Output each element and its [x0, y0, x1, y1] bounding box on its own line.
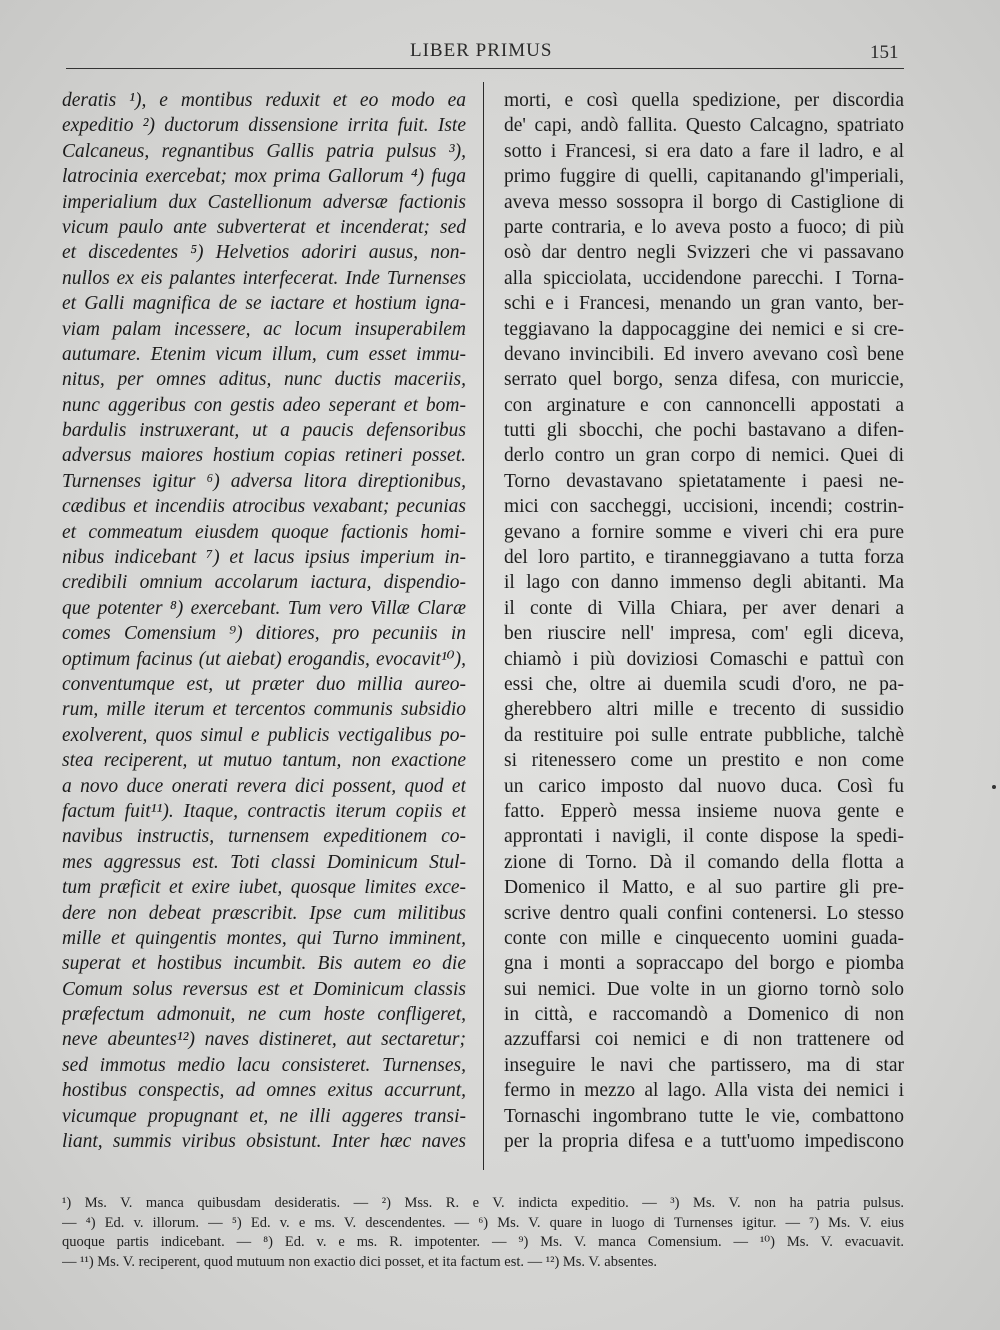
italian-text-line: teggiavano la dappocaggine dei nemici e si cre-: [504, 318, 904, 340]
italian-text-line: Tornaschi ingombrano tutte le vie, combattono: [504, 1105, 904, 1127]
italian-text-line: mici con saccheggi, uccisioni, incendi; costrin-: [504, 496, 904, 518]
italian-text-line: si ritenessero come un prestito e non come: [504, 750, 904, 772]
latin-text-line: optimum facinus (ut aiebat) erogandis, evocavit¹⁰),: [62, 648, 466, 670]
italian-text-line: per la propria difesa e a tutt'uomo impediscono: [504, 1131, 904, 1153]
italian-text-line: Torno devastavano spietatamente i paesi ne-: [504, 470, 904, 492]
latin-text-line: que potenter ⁸) exercebant. Tum vero Villæ Claræ: [62, 597, 466, 619]
italian-text-line: inseguire le navi che partissero, ma di star: [504, 1054, 904, 1076]
italian-text-line: parte contraria, e lo aveva posto a fuoco; di più: [504, 216, 904, 238]
latin-text-line: superat et hostibus incumbit. Bis autem eo die: [62, 953, 466, 975]
italian-text-line: sui nemici. Due volte in un giorno tornò solo: [504, 978, 904, 1000]
latin-text-line: et commeatum eiusdem quoque factionis homi-: [62, 521, 466, 543]
italian-text-line: chiamò i più doviziosi Comaschi e pattuì con: [504, 648, 904, 670]
italian-text-line: zione di Torno. Dà il comando della flotta a: [504, 851, 904, 873]
latin-text-line: stea reciperent, ut mutuo tantum, non exactione: [62, 750, 466, 772]
italian-text-line: sotto i Francesi, si era dato a fare il ladro, e al: [504, 140, 904, 162]
footnote-line: — ⁴) Ed. v. illorum. — ⁵) Ed. v. e ms. V. descendentes. — ⁶) Ms. V. quare in luogo di Turnenses igitur. — ⁷) Ms. V. eius: [62, 1214, 904, 1231]
latin-text-line: Turnenses igitur ⁶) adversa litora direptionibus,: [62, 470, 466, 492]
latin-text-line: nitus, per omnes aditus, nunc ductis maceriis,: [62, 369, 466, 391]
latin-text-line: vicum paulo ante subverterat et incenderat; sed: [62, 216, 466, 238]
ink-speck: [992, 785, 996, 789]
latin-text-line: sed immotus medio lacu consisteret. Turnenses,: [62, 1054, 466, 1076]
footnote-line: — ¹¹) Ms. V. reciperent, quod mutuum non exactio dici posset, et ita factum est. — ¹²) Ms. V. absentes.: [62, 1253, 658, 1270]
footnote-line: quoque partis indicebant. — ⁸) Ed. v. e ms. R. impotenter. — ⁹) Ms. V. manca Comensium. — ¹⁰) Ms. V. evacuavit.: [62, 1234, 904, 1250]
italian-text-line: tutti gli sbocchi, che pochi bastavano a difen-: [504, 420, 904, 442]
italian-text-line: azzuffarsi coi nemici e di non trattenere od: [504, 1029, 904, 1051]
italian-text-line: ben riuscire nell' impresa, com' egli diceva,: [504, 623, 904, 645]
running-title: LIBER PRIMUS: [410, 40, 553, 61]
latin-text-line: mes aggressus est. Toti classi Dominicum Stul-: [62, 851, 466, 873]
header-rule: [66, 68, 904, 69]
latin-text-line: rum, mille iterum et tercentos communis subsidio: [62, 699, 466, 721]
italian-text-line: il lago con danno immenso degli abitanti. Ma: [504, 572, 904, 594]
italian-text-line: gherebbero altri mille e trecento di sussidio: [504, 699, 904, 721]
italian-text-line: il conte di Villa Chiara, per aver denari a: [504, 597, 904, 619]
latin-text-line: Comum solus reversus est et Dominicum classis: [62, 978, 466, 1000]
italian-text-line: fermo in mezzo al lago. Alla vista dei nemici i: [504, 1080, 904, 1102]
running-head: [0, 38, 1000, 68]
italian-text-line: alla spicciolata, uccidendone parecchi. I Torna-: [504, 267, 904, 289]
latin-text-line: autumare. Etenim vicum illum, cum esset immu-: [62, 343, 466, 365]
latin-text-line: a novo duce onerati revera dici possent, quod et: [62, 775, 466, 797]
column-divider: [483, 82, 484, 1170]
italian-text-column: [504, 88, 904, 1154]
latin-text-line: et discedentes ⁵) Helvetios adoriri ausus, non-: [62, 242, 466, 264]
latin-text-line: Calcaneus, regnantibus Gallis patria pulsus ³),: [62, 140, 466, 162]
latin-text-line: nullos ex eis palantes interfecerat. Inde Turnenses: [62, 267, 466, 289]
italian-text-line: un carico imposto dal nuovo duca. Così fu: [504, 775, 904, 797]
latin-text-line: nunc aggeribus con gestis adeo seperant et bom-: [62, 394, 466, 416]
italian-text-line: derlo contro un gran corpo di nemici. Quei di: [504, 445, 904, 467]
italian-text-line: fatto. Epperò messa insieme nuova gente e: [504, 800, 904, 822]
italian-text-line: osò dar dentro negli Svizzeri che vi passavano: [504, 242, 904, 264]
italian-text-line: Domenico il Matto, e al suo partire gli pre-: [504, 877, 904, 899]
latin-text-column: [62, 88, 466, 1154]
latin-text-line: bardulis instruxerant, ut a paucis defensoribus: [62, 420, 466, 442]
italian-text-line: in città, e raccomandò a Domenico di non: [504, 1004, 904, 1026]
latin-text-line: hostibus conspectis, ad omnes exitus accurrunt,: [62, 1080, 466, 1102]
italian-text-line: conte con mille e cinquecento uomini guada-: [504, 927, 904, 949]
italian-text-line: de' capi, andò fallita. Questo Calcagno, spatriato: [504, 115, 904, 137]
latin-text-line: deratis ¹), e montibus reduxit et eo modo ea: [62, 90, 466, 111]
latin-text-line: adversus maiores hostium copias retineri posset.: [62, 445, 466, 467]
italian-text-line: con arginature e con cannoncelli appostati a: [504, 394, 904, 416]
latin-text-line: credibili omnium accolarum iactura, dispendio-: [62, 572, 466, 594]
latin-text-line: cædibus et incendiis atrocibus vexabant; pecunias: [62, 496, 466, 518]
page-number: 151: [870, 42, 899, 63]
footnote-line: ¹) Ms. V. manca quibusdam desideratis. — ²) Mss. R. e V. indicta expeditio. — ³) Ms. V. non ha patria pulsus.: [62, 1195, 904, 1211]
latin-text-line: et Galli magnifica de se iactare et hostium igna-: [62, 293, 466, 315]
italian-text-line: scrive dentro quali confini contenersi. Lo stesso: [504, 902, 904, 924]
italian-text-line: essi che, oltre ai duemila scudi d'oro, ne pa-: [504, 673, 904, 695]
footnotes: [62, 1194, 904, 1272]
latin-text-line: vicumque propugnant et, ne illi aggeres transi-: [62, 1105, 466, 1127]
latin-text-line: latrocinia exercebat; mox prima Gallorum ⁴) fuga: [62, 166, 466, 188]
italian-text-line: del loro partito, e tiranneggiavano a tutta forza: [504, 547, 904, 569]
italian-text-line: gevano a fornire somme e viveri chi era pure: [504, 521, 904, 543]
italian-text-line: serrato quel borgo, senza difesa, con muriccie,: [504, 369, 904, 391]
latin-text-line: mille et quingentis montes, qui Turno imminent,: [62, 927, 466, 949]
latin-text-line: factum fuit¹¹). Itaque, contractis iterum copiis et: [62, 800, 466, 822]
latin-text-line: liant, summis viribus obsistunt. Inter hæc naves: [62, 1131, 466, 1153]
latin-text-line: tum præficit et exire iubet, quosque limites exce-: [62, 877, 466, 899]
latin-text-line: exolverent, quos simul e publicis vectigalibus po-: [62, 724, 466, 746]
italian-text-line: approntati i navigli, il conte dispose la spedi-: [504, 826, 904, 848]
latin-text-line: nibus indicebant ⁷) et lacus ipsius imperium in-: [62, 547, 466, 569]
italian-text-line: primo fuggire di quelli, capitanando gl'imperiali,: [504, 166, 904, 188]
latin-text-line: comes Comensium ⁹) ditiores, pro pecuniis in: [62, 623, 466, 645]
latin-text-line: viam palam incessere, ac locum insuperabilem: [62, 318, 466, 340]
italian-text-line: morti, e così quella spedizione, per discordia: [504, 90, 904, 111]
latin-text-line: navibus instructis, turnensem expeditionem co-: [62, 826, 466, 848]
latin-text-line: imperialium dux Castellionum adversæ factionis: [62, 191, 466, 213]
latin-text-line: dere non debeat præscribit. Ipse cum militibus: [62, 902, 466, 924]
italian-text-line: aveva messo sossopra il borgo di Castiglione di: [504, 191, 904, 213]
italian-text-line: devano invincibili. Ed invero avevano così bene: [504, 343, 904, 365]
italian-text-line: da restituire poi sulle entrate pubbliche, talchè: [504, 724, 904, 746]
italian-text-line: gna i monti a sopraccapo del borgo e piomba: [504, 953, 904, 975]
latin-text-line: neve abeuntes¹²) naves distineret, aut sectaretur;: [62, 1029, 466, 1051]
latin-text-line: expeditio ²) ductorum dissensione irrita fuit. Iste: [62, 115, 466, 137]
italian-text-line: schi e i Francesi, menando un gran vanto, ber-: [504, 293, 904, 315]
latin-text-line: conventumque est, ut præter duo millia aureo-: [62, 673, 466, 695]
latin-text-line: præfectum admonuit, ne cum hoste confligeret,: [62, 1004, 466, 1026]
